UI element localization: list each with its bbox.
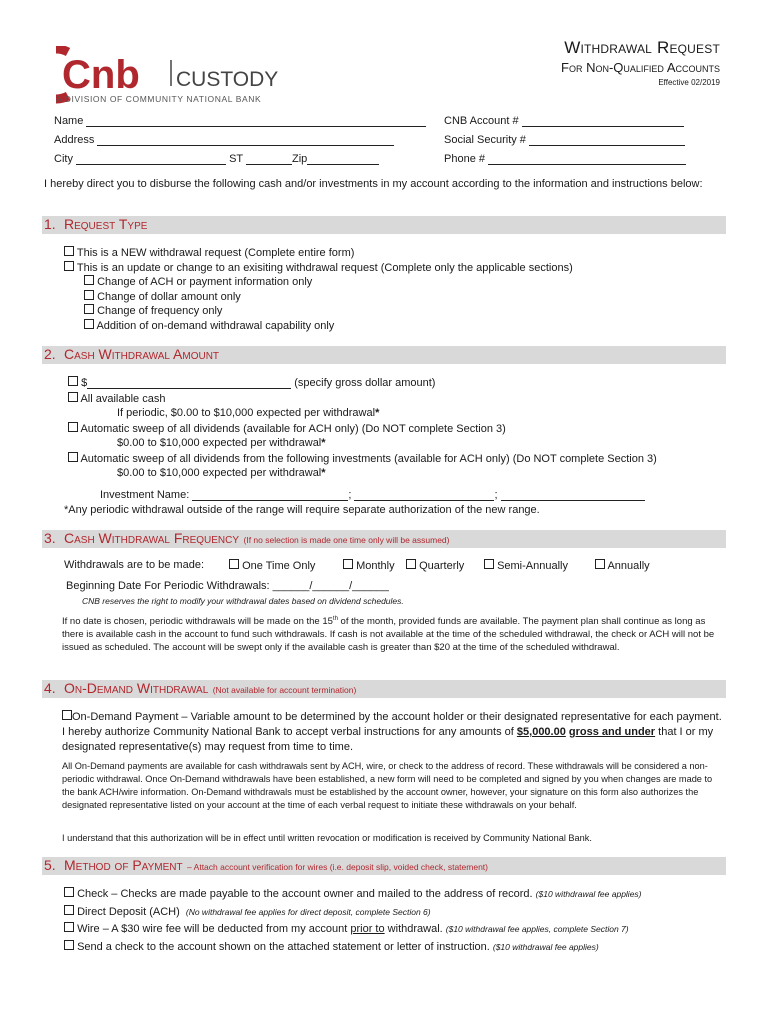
option-update-request[interactable]: This is an update or change to an exisiting withdrawal request (Complete only the applicable sections) xyxy=(64,261,573,274)
section-4-note: (Not available for account termination) xyxy=(212,685,357,695)
freq-annually[interactable]: Annually xyxy=(595,559,650,572)
checkbox[interactable] xyxy=(484,559,494,569)
option-sweep-all[interactable]: Automatic sweep of all dividends (available for ACH only) (Do NOT complete Section 3) xyxy=(68,422,506,435)
logo-suffix-text: CUSTODY xyxy=(176,68,279,91)
name-label: Name xyxy=(54,115,84,127)
ondemand-amount: $5,000.00 xyxy=(516,726,566,738)
name-field[interactable] xyxy=(54,115,426,127)
option-new-request[interactable]: This is a NEW withdrawal request (Complete entire form) xyxy=(64,246,354,259)
checkbox[interactable] xyxy=(68,452,78,462)
section-1-number: 1. xyxy=(44,216,56,232)
section-5-title: Method of Payment xyxy=(64,857,183,873)
option-ondemand-payment[interactable]: On-Demand Payment – Variable amount to be determined by the account holder or their designated representative for each payment. I hereby authorize Community National Bank to accept verbal instructions for any amounts of $5,000.00 gross and under that I or my designated representative(s) may request from time to time. xyxy=(62,711,722,753)
checkbox[interactable] xyxy=(62,710,72,720)
checkbox[interactable] xyxy=(64,246,74,256)
section-5-header xyxy=(42,857,726,875)
section-1-title: Request Type xyxy=(64,216,148,232)
beginning-date-field[interactable]: Beginning Date For Periodic Withdrawals: ______/______/______ xyxy=(66,580,389,592)
checkbox[interactable] xyxy=(84,304,94,314)
checkbox[interactable] xyxy=(68,376,78,386)
all-cash-note: If periodic, $0.00 to $10,000 expected per withdrawal* xyxy=(117,407,380,419)
freq-semi-annually[interactable]: Semi-Annually xyxy=(484,559,568,572)
payment-wire[interactable]: Wire – A $30 wire fee will be deducted from my account prior to withdrawal. ($10 withdrawal fee applies, complete Section 7) xyxy=(64,922,629,935)
freq-monthly[interactable]: Monthly xyxy=(343,559,395,572)
checkbox[interactable] xyxy=(343,559,353,569)
account-field[interactable] xyxy=(444,115,684,127)
section-3-number: 3. xyxy=(44,530,56,546)
checkbox[interactable] xyxy=(595,559,605,569)
checkbox[interactable] xyxy=(84,319,94,329)
checkbox[interactable] xyxy=(229,559,239,569)
authorization-statement: I understand that this authorization will be in effect until written revocation or modification is received by Community National Bank. xyxy=(62,833,592,843)
phone-label: Phone # xyxy=(444,153,485,165)
city-label: City xyxy=(54,153,73,165)
checkbox[interactable] xyxy=(64,905,74,915)
sweep-following-note: $0.00 to $10,000 expected per withdrawal* xyxy=(117,467,326,479)
checkbox[interactable] xyxy=(64,922,74,932)
address-field[interactable] xyxy=(54,134,394,146)
payment-check[interactable]: Check – Checks are made payable to the account owner and mailed to the address of record. ($10 withdrawal fee applies) xyxy=(64,887,642,900)
section-5-note: – Attach account verification for wires (i.e. deposit slip, voided check, statement) xyxy=(187,862,488,872)
option-change-frequency[interactable]: Change of frequency only xyxy=(84,304,222,317)
option-sweep-following[interactable]: Automatic sweep of all dividends from the following investments (available for ACH only) (Do NOT complete Section 3) xyxy=(68,452,657,465)
section-5-number: 5. xyxy=(44,857,56,873)
freq-quarterly[interactable]: Quarterly xyxy=(406,559,464,572)
section-2-header xyxy=(42,346,726,364)
reserve-note: CNB reserves the right to modify your withdrawal dates based on dividend schedules. xyxy=(82,596,404,606)
checkbox[interactable] xyxy=(84,290,94,300)
payment-direct-deposit[interactable]: Direct Deposit (ACH) (No withdrawal fee applies for direct deposit, complete Section 6) xyxy=(64,905,431,918)
zip-label: Zip xyxy=(292,153,308,165)
section-3-header xyxy=(42,530,726,548)
section-4-paragraph: All On-Demand payments are available for cash withdrawals sent by ACH, wire, or check to the address of record. These withdrawals will be considered a non-periodic withdrawal. Once On-Demand withdrawals have been established, a new form will need to be completed and signed by you when changes are made to the bank ACH/wire information. On-Demand withdrawals must be established by the account owner, however, your signature on this form also authorizes the designated representative listed on your account at the time of each verbal request to initiate these withdrawals on your behalf. xyxy=(62,761,713,810)
checkbox[interactable] xyxy=(406,559,416,569)
section-3-note: (If no selection is made one time only will be assumed) xyxy=(243,535,450,545)
city-field[interactable] xyxy=(54,153,379,165)
checkbox[interactable] xyxy=(68,422,78,432)
freq-one-time[interactable]: One Time Only xyxy=(229,559,315,572)
checkbox[interactable] xyxy=(64,940,74,950)
section-1-header xyxy=(42,216,726,234)
section-3-paragraph: If no date is chosen, periodic withdrawals will be made on the 15th of the month, provided funds are available. The payment plan shall continue as long as there is available cash in the account to fund such withdrawals. If cash is not available at the time of the scheduled withdrawal, the check or ACH will not be issued as scheduled. The account will be swept only if the available cash is greater than $20 at the time of the scheduled withdrawal. xyxy=(62,616,715,654)
state-label: ST xyxy=(229,153,243,165)
section-3-title: Cash Withdrawal Frequency xyxy=(64,530,240,546)
form-title: Withdrawal Request xyxy=(564,38,720,57)
option-change-dollar[interactable]: Change of dollar amount only xyxy=(84,290,241,303)
checkbox[interactable] xyxy=(84,275,94,285)
logo-brand-text: Cnb xyxy=(62,53,140,97)
section-4-header xyxy=(42,680,726,698)
section-2-footnote: *Any periodic withdrawal outside of the range will require separate authorization of the new range. xyxy=(64,504,540,516)
checkbox[interactable] xyxy=(64,887,74,897)
investment-name-field[interactable]: Investment Name: ; ; xyxy=(100,489,645,501)
option-all-cash[interactable]: All available cash xyxy=(68,392,165,405)
option-dollar-amount[interactable]: $ (specify gross dollar amount) xyxy=(68,376,435,389)
section-4-title: On-Demand Withdrawal xyxy=(64,680,209,696)
logo-tagline: A DIVISION OF COMMUNITY NATIONAL BANK xyxy=(56,94,262,104)
form-subtitle: For Non-Qualified Accounts xyxy=(561,60,720,75)
account-label: CNB Account # xyxy=(444,115,519,127)
option-add-ondemand[interactable]: Addition of on-demand withdrawal capability only xyxy=(84,319,334,332)
effective-date: Effective 02/2019 xyxy=(658,78,720,87)
checkbox[interactable] xyxy=(64,261,74,271)
ssn-label: Social Security # xyxy=(444,134,526,146)
checkbox[interactable] xyxy=(68,392,78,402)
section-4-number: 4. xyxy=(44,680,56,696)
option-change-ach[interactable]: Change of ACH or payment information only xyxy=(84,275,312,288)
gross-and-under: gross and under xyxy=(568,726,656,738)
cnb-custody-logo xyxy=(56,46,286,104)
logo-mark xyxy=(56,46,286,104)
sweep-all-note: $0.00 to $10,000 expected per withdrawal* xyxy=(117,437,326,449)
section-2-title: Cash Withdrawal Amount xyxy=(64,346,220,362)
payment-send-check[interactable]: Send a check to the account shown on the attached statement or letter of instruction. ($10 withdrawal fee applies) xyxy=(64,940,599,953)
ssn-field[interactable] xyxy=(444,134,685,146)
section-2-number: 2. xyxy=(44,346,56,362)
address-label: Address xyxy=(54,134,95,146)
phone-field[interactable] xyxy=(444,153,686,165)
intro-text: I hereby direct you to disburse the following cash and/or investments in my account according to the information and instructions below: xyxy=(44,178,703,190)
withdrawals-lead: Withdrawals are to be made: xyxy=(64,559,205,571)
